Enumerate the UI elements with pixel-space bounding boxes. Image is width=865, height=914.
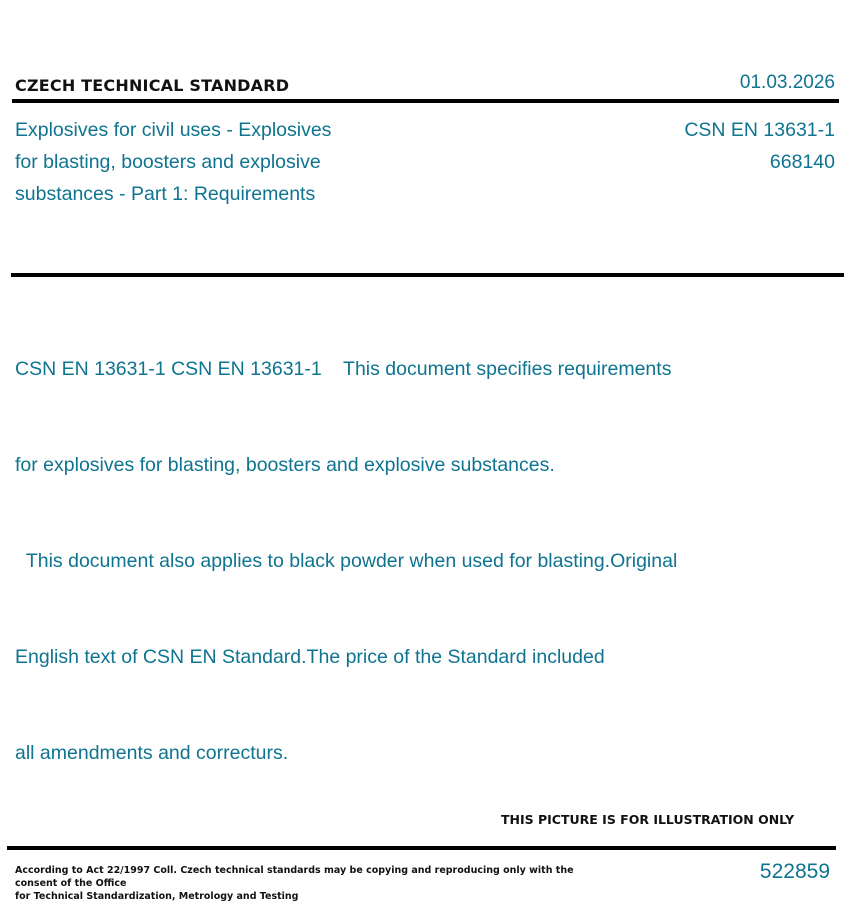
publication-date: 01.03.2026: [739, 72, 835, 93]
standard-code: CSN EN 13631-1: [684, 119, 835, 141]
description-line: English text of CSN EN Standard.The price of the Standard included: [15, 646, 605, 668]
footer-divider: [7, 846, 836, 850]
standard-title-line: Explosives for civil uses - Explosives: [15, 119, 332, 141]
standard-description: [15, 289, 775, 801]
standard-title-line: for blasting, boosters and explosive: [15, 151, 321, 173]
catalog-number: 522859: [759, 860, 830, 883]
header-divider: [12, 99, 839, 103]
description-line: CSN EN 13631-1 CSN EN 13631-1 This document specifies requirements: [15, 358, 672, 380]
title-divider: [11, 273, 844, 277]
legal-notice-line: According to Act 22/1997 Coll. Czech technical standards may be copying and reproducing only with the consent of the Office: [15, 865, 574, 889]
description-line: for explosives for blasting, boosters and explosive substances.: [15, 454, 555, 476]
standard-title-line: substances - Part 1: Requirements: [15, 183, 316, 205]
classification-number: 668140: [769, 151, 835, 173]
description-line: all amendments and correcturs.: [15, 742, 289, 764]
standard-title: [15, 114, 415, 210]
description-line: This document also applies to black powder when used for blasting.Original: [15, 550, 678, 572]
standard-identifiers: [684, 114, 835, 178]
legal-notice-line: for Technical Standardization, Metrology and Testing: [15, 891, 299, 902]
illustration-notice: THIS PICTURE IS FOR ILLUSTRATION ONLY: [501, 812, 795, 827]
legal-notice: [15, 864, 595, 903]
document-type-label: CZECH TECHNICAL STANDARD: [15, 76, 290, 95]
